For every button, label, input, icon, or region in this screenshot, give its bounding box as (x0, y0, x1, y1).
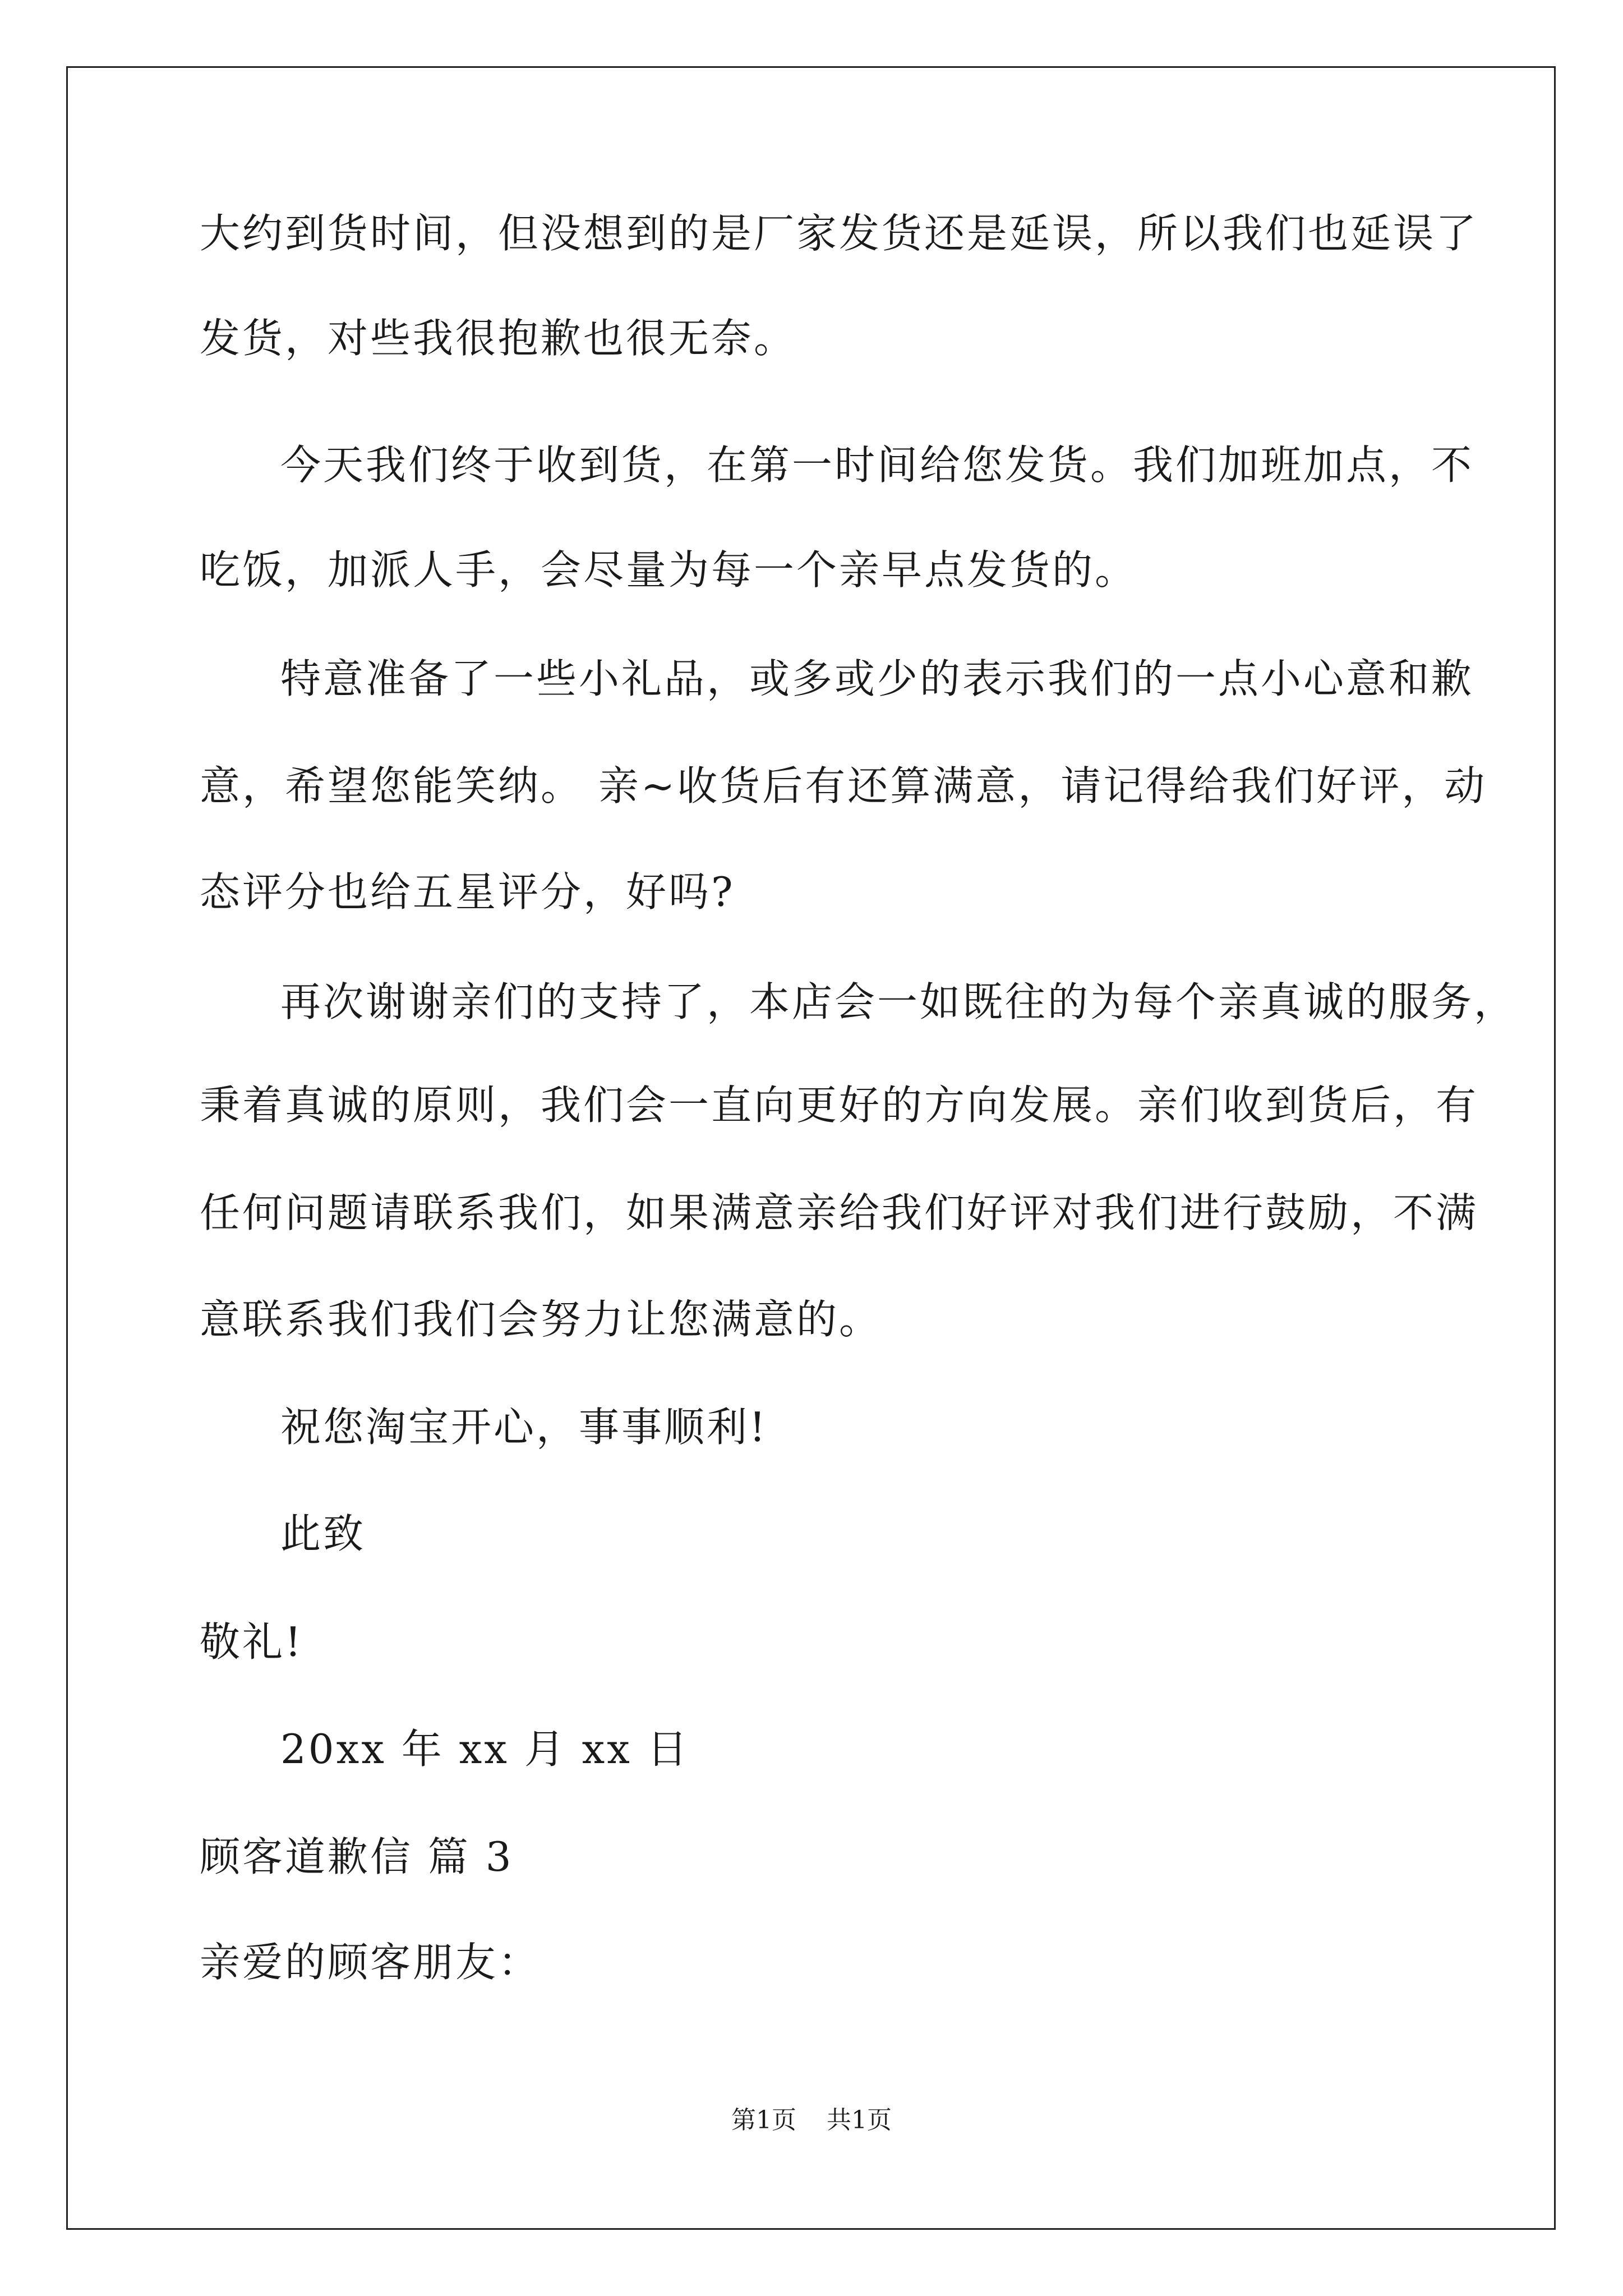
text-line: 再次谢谢亲们的支持了，本店会一如既往的为每个亲真诚的服务， (280, 978, 1517, 1025)
text-line: 大约到货时间，但没想到的是厂家发货还是延误，所以我们也延误了 (200, 210, 1479, 257)
text-line: 意联系我们我们会努力让您满意的。 (200, 1296, 882, 1343)
text-line: 祝您淘宝开心，事事顺利! (280, 1404, 768, 1451)
text-line: 今天我们终于收到货，在第一时间给您发货。我们加班加点，不 (280, 441, 1474, 489)
text-line: 秉着真诚的原则，我们会一直向更好的方向发展。亲们收到货后，有 (200, 1082, 1479, 1129)
text-line: 任何问题请联系我们，如果满意亲给我们好评对我们进行鼓励，不满 (200, 1189, 1479, 1236)
text-line: 态评分也给五星评分，好吗? (200, 868, 735, 915)
text-line: 此致 (280, 1510, 366, 1557)
page-footer (0, 2104, 1623, 2137)
text-line: 吃饭，加派人手，会尽量为每一个亲早点发货的。 (200, 546, 1138, 593)
text-line: 敬礼! (200, 1618, 303, 1665)
salutation: 亲爱的顾客朋友： (200, 1939, 541, 1986)
text-line: 意，希望您能笑纳。 亲~收货后有还算满意，请记得给我们好评，动 (200, 762, 1487, 809)
text-line: 发货，对些我很抱歉也很无奈。 (200, 315, 797, 362)
page-border (66, 66, 1556, 2230)
page-total: 共1页 (827, 2106, 892, 2134)
text-line: 特意准备了一些小礼品，或多或少的表示我们的一点小心意和歉 (280, 655, 1474, 702)
section-heading: 顾客道歉信 篇 3 (200, 1833, 514, 1880)
page-number: 第1页 (731, 2106, 796, 2134)
date-line: 20xx 年 xx 月 xx 日 (280, 1726, 690, 1773)
